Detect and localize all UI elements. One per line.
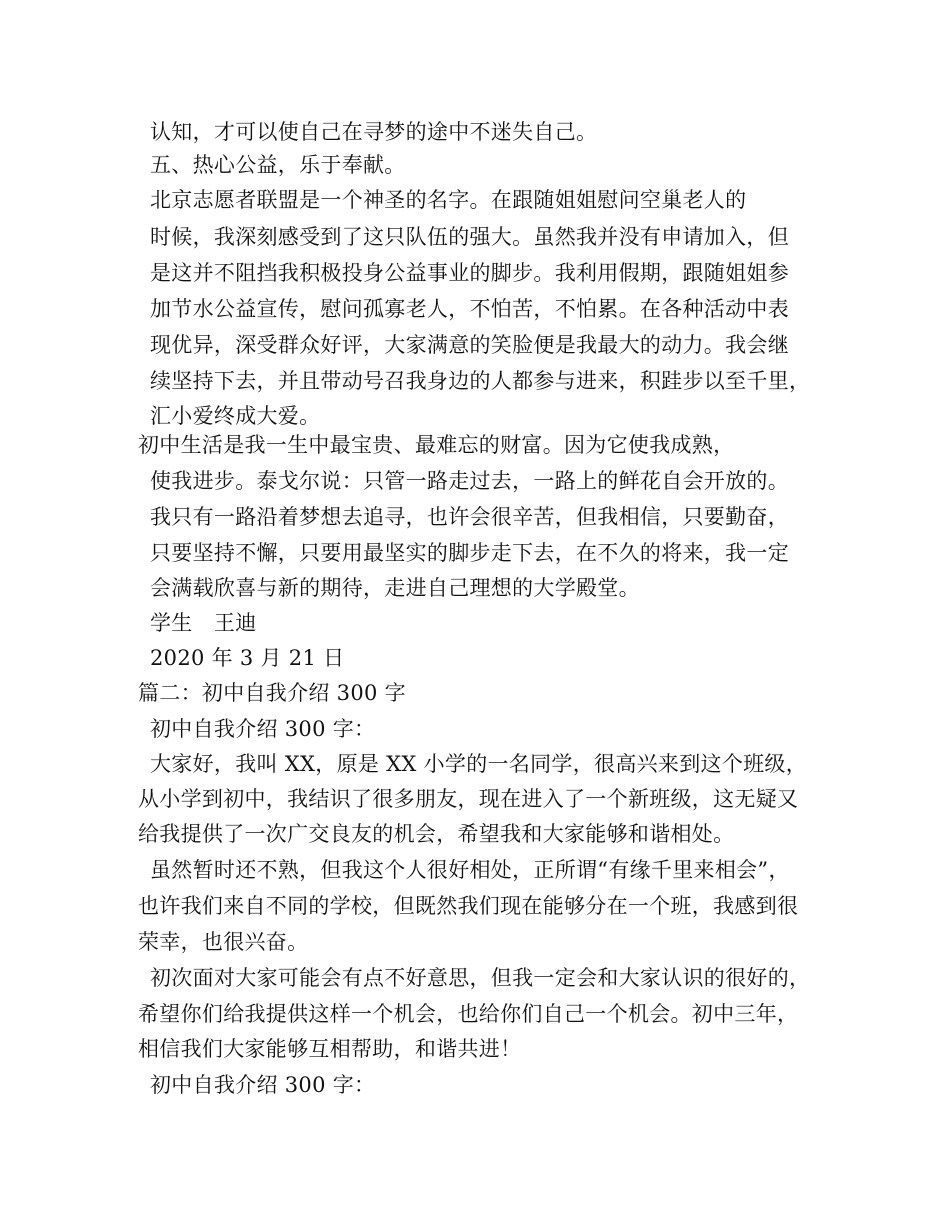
text-line: 时候，我深刻感受到了这只队伍的强大。虽然我并没有申请加入，但 xyxy=(150,225,789,249)
text-line: 我只有一路沿着梦想去追寻，也许会很辛苦，但我相信，只要勤奋， xyxy=(150,505,789,529)
text-line: 大家好，我叫 XX，原是 XX 小学的一名同学，很高兴来到这个班级， xyxy=(150,752,808,776)
text-line: 认知，才可以使自己在寻梦的途中不迷失自己。 xyxy=(150,120,598,144)
subheading: 初中自我介绍 300 字： xyxy=(150,717,376,741)
text-line: 从小学到初中，我结识了很多朋友，现在进入了一个新班级，这无疑又 xyxy=(138,787,799,811)
text-line: 续坚持下去，并且带动号召我身边的人都参与进来，积跬步以至千里， xyxy=(150,369,811,393)
text-line: 也许我们来自不同的学校，但既然我们现在能够分在一个班，我感到很 xyxy=(138,894,799,918)
signature-date: 2020 年 3 月 21 日 xyxy=(150,646,345,670)
text-line: 荣幸，也很兴奋。 xyxy=(138,930,309,954)
text-line: 初中生活是我一生中最宝贵、最难忘的财富。因为它使我成熟， xyxy=(138,433,735,457)
text-line: 是这并不阻挡我积极投身公益事业的脚步。我利用假期，跟随姐姐参 xyxy=(150,261,789,285)
text-line: 希望你们给我提供这样一个机会，也给你们自己一个机会。初中三年， xyxy=(138,1002,799,1026)
text-line: 五、热心公益，乐于奉献。 xyxy=(150,153,406,177)
text-line: 北京志愿者联盟是一个神圣的名字。在跟随姐姐慰问空巢老人的 xyxy=(150,188,747,212)
text-line: 现优异，深受群众好评，大家满意的笑脸便是我最大的动力。我会继 xyxy=(150,333,789,357)
text-line: 加节水公益宣传，慰问孤寡老人，不怕苦，不怕累。在各种活动中表 xyxy=(150,297,789,321)
text-line: 只要坚持不懈，只要用最坚实的脚步走下去，在不久的将来，我一定 xyxy=(150,541,789,565)
text-line: 汇小爱终成大爱。 xyxy=(150,404,321,428)
subheading: 初中自我介绍 300 字： xyxy=(150,1073,376,1097)
text-line: 虽然暂时还不熟，但我这个人很好相处，正所谓“有缘千里来相会”， xyxy=(150,858,790,882)
text-line: 使我进步。泰戈尔说：只管一路走过去，一路上的鲜花自会开放的。 xyxy=(150,469,789,493)
text-line: 给我提供了一次广交良友的机会，希望我和大家能够和谐相处。 xyxy=(138,822,735,846)
text-line: 相信我们大家能够互相帮助，和谐共进！ xyxy=(138,1037,522,1061)
text-line: 初次面对大家可能会有点不好意思，但我一定会和大家认识的很好的， xyxy=(150,966,811,990)
signature-name: 学生 王迪 xyxy=(150,611,257,635)
text-line: 会满载欣喜与新的期待，走进自己理想的大学殿堂。 xyxy=(150,576,640,600)
section-heading: 篇二：初中自我介绍 300 字 xyxy=(138,681,406,705)
